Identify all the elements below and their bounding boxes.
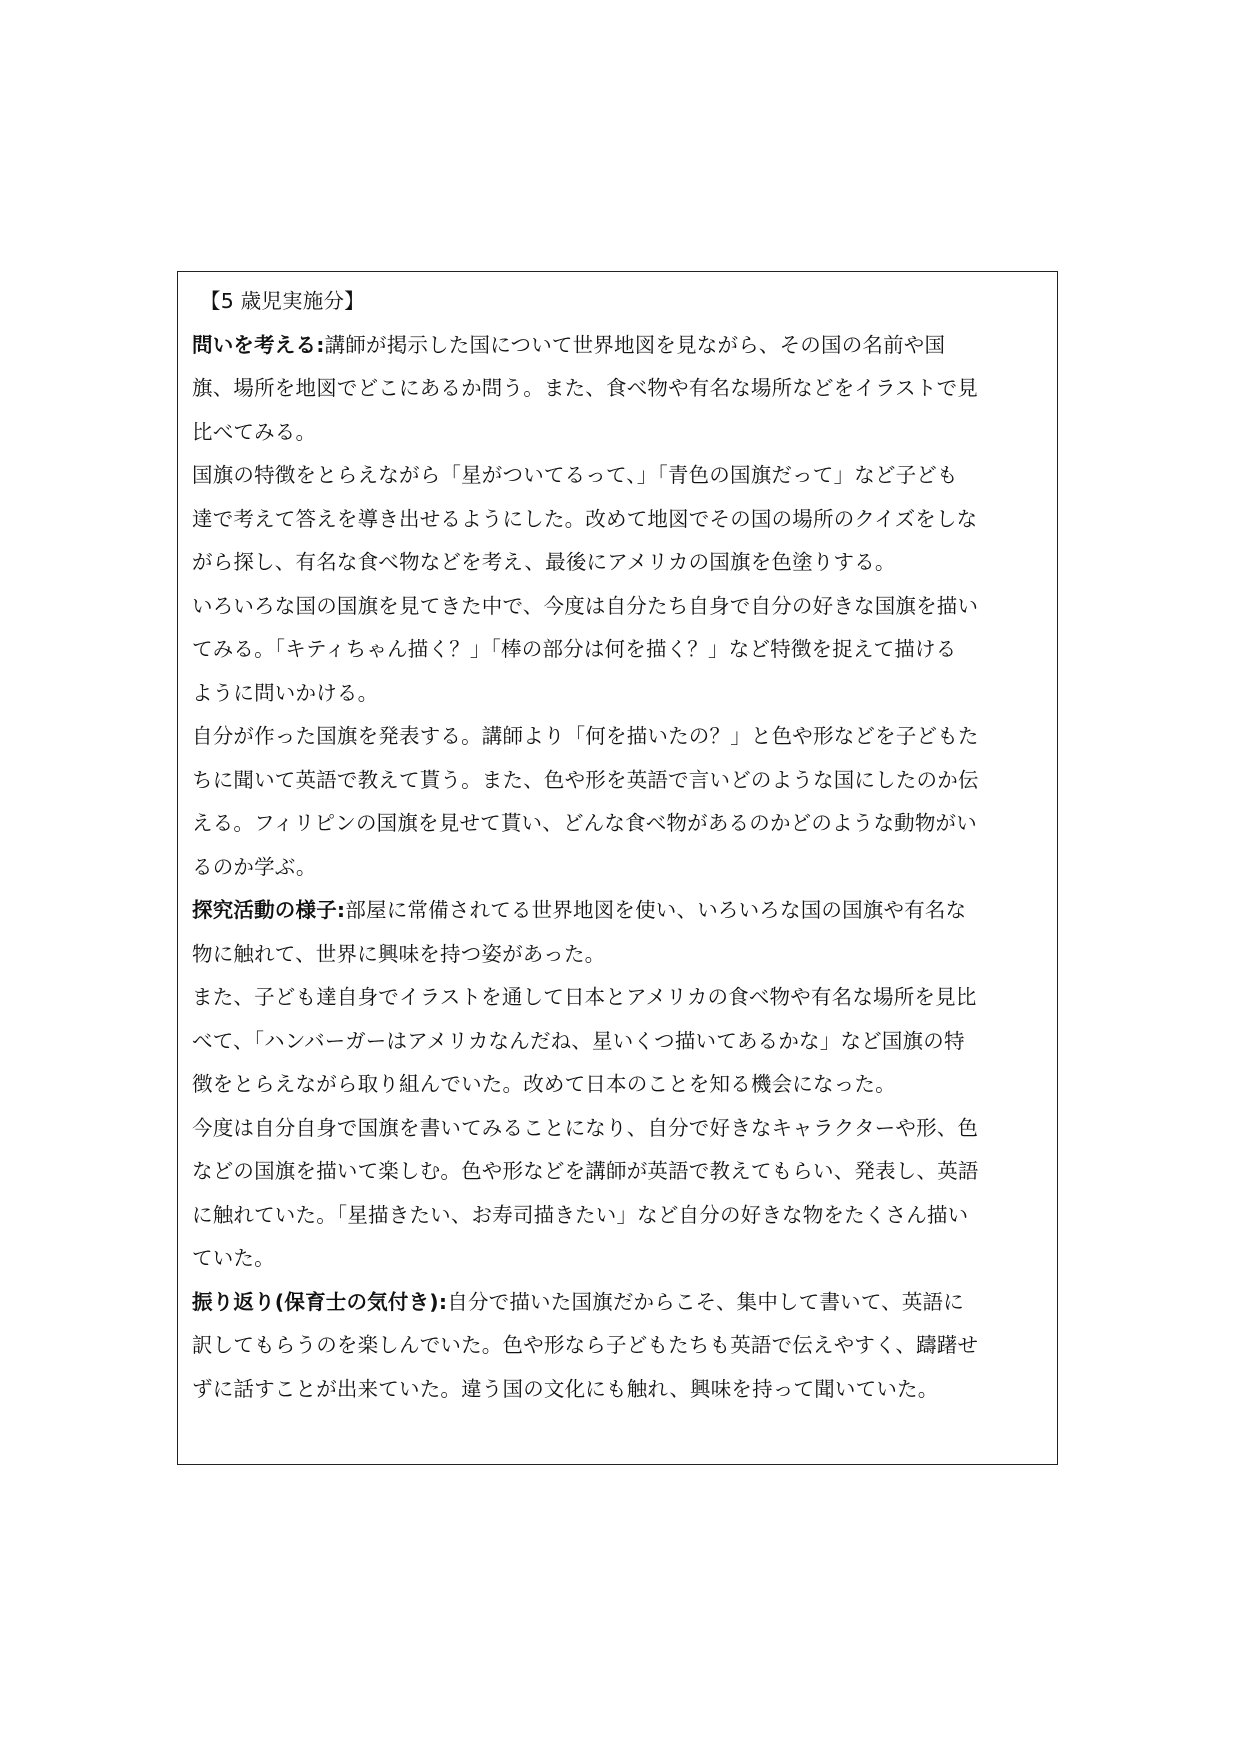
section-label: 問いを考える: (192, 332, 325, 357)
text-line: 旗、場所を地図でどこにあるか問う。また、食べ物や有名な場所などをイラストで見 (192, 376, 978, 400)
section-reflection (192, 1281, 1044, 1412)
text-line: ていた。 (192, 1246, 275, 1270)
text-line (192, 889, 1044, 933)
report-box (177, 271, 1058, 1465)
text-line: 達で考えて答えを導き出せるようにした。改めて地図でその国の場所のクイズをしな (192, 506, 978, 531)
text-line: 今度は自分自身で国旗を書いてみることになり、自分で好きなキャラクターや形、色 (192, 1115, 979, 1140)
text-line: ちに聞いて英語で教えて貰う。また、色や形を英語で言いどのような国にしたのか伝 (192, 767, 979, 792)
report-header: 【5 歳児実施分】 (200, 289, 365, 313)
section-label: 探究活動の様子: (192, 898, 346, 922)
text-line: 物に触れて、世界に興味を持つ姿があった。 (192, 941, 606, 966)
text-line: てみる。「キティちゃん描く？」「棒の部分は何を描く？」など特徴を捉えて描ける (192, 637, 957, 661)
text-line: ように問いかける。 (192, 680, 379, 705)
text-line: 比べてみる。 (192, 419, 317, 444)
text-line (192, 1281, 1044, 1325)
text-line (192, 324, 1044, 368)
text-line: ずに話すことが出来ていた。違う国の文化にも触れ、興味を持って聞いていた。 (192, 1376, 939, 1401)
section-question (192, 324, 1044, 890)
line-text: 自分で描いた国旗だからこそ、集中して書いて、英語に (447, 1289, 964, 1314)
section-activity (192, 889, 1044, 1281)
report-content (192, 280, 1044, 1411)
text-line: 国旗の特徴をとらえながら「星がついてるって、」「青色の国旗だって」など子ども (192, 463, 958, 487)
line-text: 講師が掲示した国について世界地図を見ながら、その国の名前や国 (324, 332, 946, 357)
line-text: 部屋に常備されてる世界地図を使い、いろいろな国の国旗や有名な (345, 898, 967, 922)
text-line: 自分が作った国旗を発表する。講師より「何を描いたの？」と色や形などを子どもた (192, 724, 979, 748)
text-line: などの国旗を描いて楽しむ。色や形などを講師が英語で教えてもらい、発表し、英語 (192, 1159, 979, 1183)
text-line: べて、「ハンバーガーはアメリカなんだね、星いくつ描いてあるかな」など国旗の特 (192, 1028, 965, 1053)
text-line: に触れていた。「星描きたい、お寿司描きたい」など自分の好きな物をたくさん描い (192, 1202, 969, 1227)
text-line: える。フィリピンの国旗を見せて貰い、どんな食べ物があるのかどのような動物がい (192, 811, 977, 835)
section-label: 振り返り(保育士の気付き): (192, 1289, 448, 1314)
text-line: また、子ども達自身でイラストを通して日本とアメリカの食べ物や有名な場所を見比 (192, 985, 977, 1009)
text-line: いろいろな国の国旗を見てきた中で、今度は自分たち自身で自分の好きな国旗を描い (192, 593, 979, 618)
text-line: がら探し、有名な食べ物などを考え、最後にアメリカの国旗を色塗りする。 (192, 550, 896, 574)
text-line: るのか学ぶ。 (192, 854, 317, 879)
text-line: 徴をとらえながら取り組んでいた。改めて日本のことを知る機会になった。 (192, 1072, 896, 1096)
text-line: 訳してもらうのを楽しんでいた。色や形なら子どもたちも英語で伝えやすく、躊躇せ (192, 1333, 979, 1357)
